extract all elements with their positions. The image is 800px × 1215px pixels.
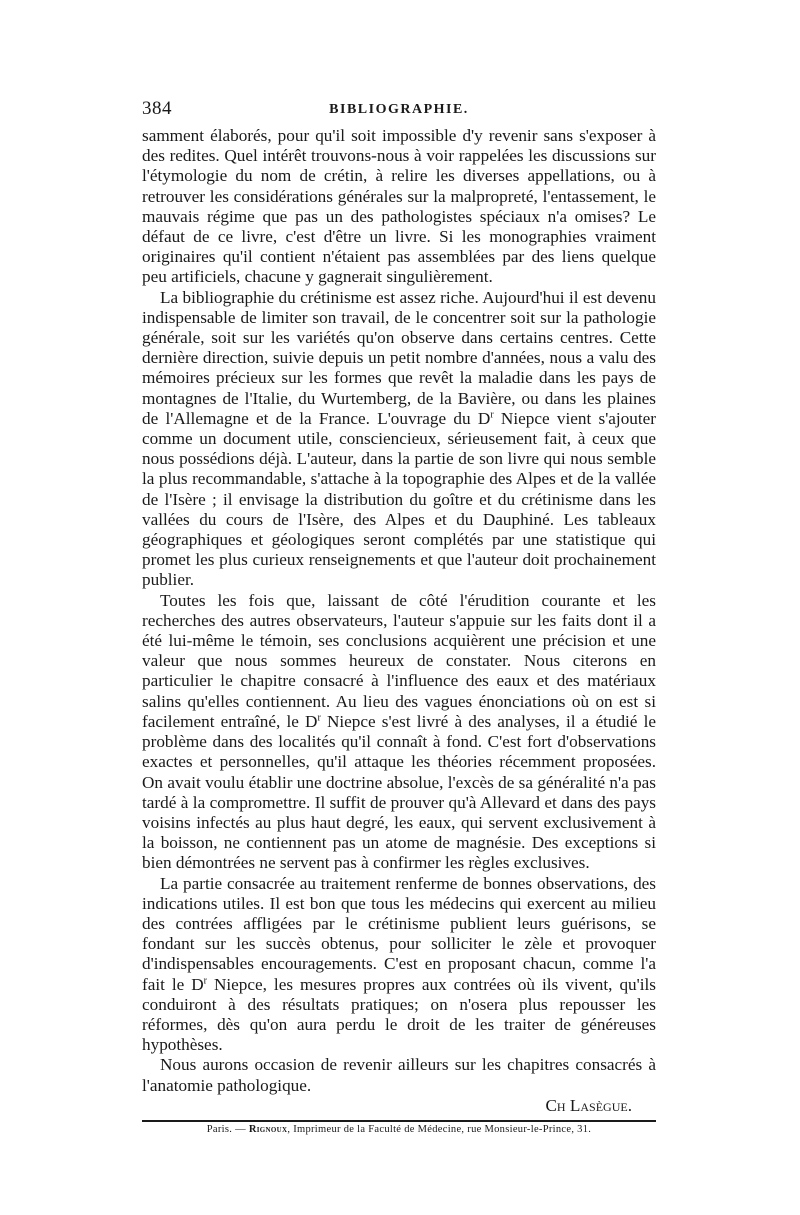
paragraph-observations <box>142 591 656 874</box>
paragraph-text: La partie consacrée au traitement renferme de bonnes observations, des indications utiles. Il est bon que tous les médecins qui exercent au milieu des contrées affligées par le crétinisme publient leurs guérisons, se fondant sur les succès obtenus, pour solliciter le zèle et provoquer d'indispensables encouragements. C'est en proposant chacun, comme l'a fait le D <box>142 873 656 994</box>
paragraph-treatment <box>142 874 656 1056</box>
author-signature: Ch Lasègue. <box>545 1095 632 1115</box>
imprint-city: Paris. — <box>206 1123 246 1135</box>
superscript: r <box>203 974 208 986</box>
superscript: r <box>490 409 494 421</box>
superscript: r <box>317 712 321 724</box>
imprint-rule <box>142 1120 656 1122</box>
paragraph-text: Nous aurons occasion de revenir ailleurs sur les chapitres consacrés à l'anatomie pathologique. <box>142 1055 656 1095</box>
paragraph-text: Niepce vient s'ajouter comme un document utile, consciencieux, sérieusement fait, à ceux que nous possédions déjà. L'auteur, dans la partie de son livre qui nous semble la plus recommandable, s'attache à la topographie des Alpes et de la vallée de l'Isère ; il envisage la distribution du goître et du crétinisme dans les vallées du cours de l'Isère, des Alpes et du Dauphiné. Les tableaux géographiques et géologiques seront complétés par une statistique qui promet les plus curieux renseignements et que l'auteur doit prochainement publier. <box>142 408 657 590</box>
printer-imprint <box>142 1124 656 1135</box>
signature-line <box>142 1096 656 1116</box>
imprint-rest: , Imprimeur de la Faculté de Médecine, rue Monsieur-le-Prince, 31. <box>287 1123 592 1135</box>
imprint-printer: Rignoux <box>248 1123 288 1135</box>
paragraph-text: Toutes les fois que, laissant de côté l'érudition courante et les recherches des autres observateurs, l'auteur s'appuie sur les faits dont il a été lui-même le témoin, ses conclusions acquièrent une précision et une valeur que nous sommes heureux de constater. Nous citerons en particulier le chapitre consacré à l'influence des eaux et des matériaux salins qu'elles contiennent. Au lieu des vagues énonciations où on est si facilement entraîné, le D <box>142 590 656 731</box>
paragraph-text: Niepce s'est livré à des analyses, il a étudié le problème dans des localités qu'il connaît à fond. C'est fort d'observations exactes et personnelles, qu'il attaque les théories récemment proposées. On avait voulu établir une doctrine absolue, l'excès de sa généralité n'a pas tardé à la compromettre. Il suffit de prouver qu'à Allevard et dans des pays voisins infectés au plus haut degré, les eaux, qui servent exclusivement à la boisson, ne contiennent pas un atome de magnésie. Des exceptions si bien démontrées ne servent pas à confirmer les règles exclusives. <box>142 711 656 873</box>
running-head <box>142 96 656 126</box>
page-number: 384 <box>142 98 172 119</box>
body-text <box>142 126 656 1116</box>
paragraph-bibliography <box>142 288 656 591</box>
page <box>142 96 656 1135</box>
paragraph-continuation: samment élaborés, pour qu'il soit impossible d'y revenir sans s'exposer à des redites. Quel intérêt trouvons-nous à voir rappelées les discussions sur l'étymologie du nom de crétin, à relire les diverses appellations, ou à retrouver les considérations générales sur la malpropreté, l'entassement, le mauvais régime que pas un des pathologistes spéciaux n'a omises? Le défaut de ce livre, c'est d'être un livre. Si les monographies vraiment originaires qu'il contient n'étaient pas assemblées par des liens quelque peu artificiels, chacune y gagnerait singulièrement. <box>142 126 656 287</box>
paragraph-closing <box>142 1055 656 1116</box>
paragraph-text: La bibliographie du crétinisme est assez riche. Aujourd'hui il est devenu indispensable de limiter son travail, de le concentrer soit sur la pathologie générale, soit sur les variétés qu'on observe dans certains centres. Cette dernière direction, suivie depuis un petit nombre d'années, nous a valu des mémoires précieux sur les formes que revêt la maladie dans les pays de montagnes de l'Italie, du Wurtemberg, de la Bavière, ou dans les plaines de l'Allemagne et de la France. L'ouvrage du D <box>142 287 656 428</box>
paragraph-text: Niepce, les mesures propres aux contrées où ils vivent, qu'ils conduiront à des résultats pratiques; on n'osera plus repousser les réformes, dès qu'on aura perdu le droit de les traiter de généreuses hypothèses. <box>142 974 656 1055</box>
running-title: BIBLIOGRAPHIE. <box>329 102 469 117</box>
